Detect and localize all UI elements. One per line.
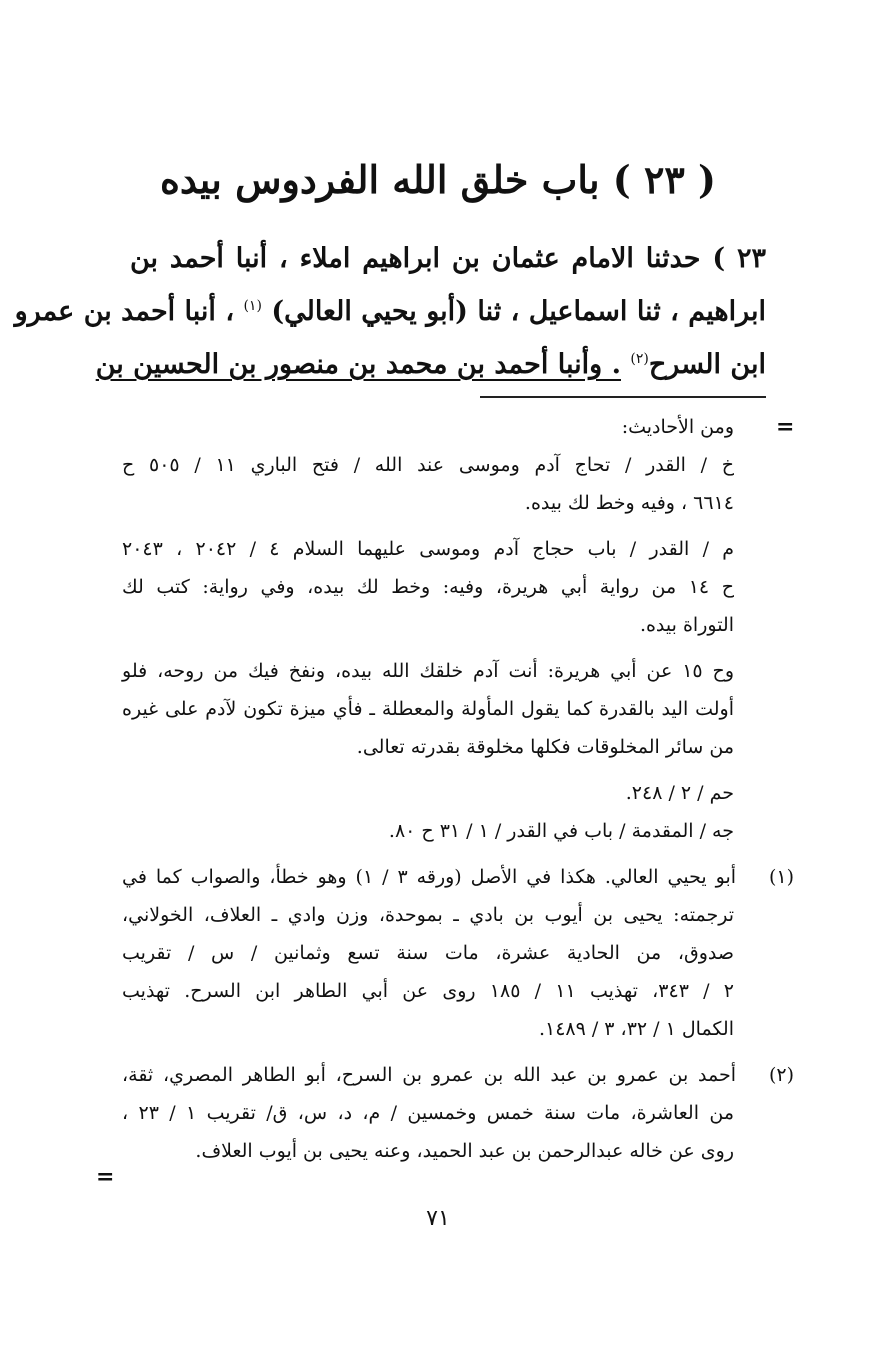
footnote-intro: ومن الأحاديث: — [621, 416, 734, 438]
footnote-w-block — [122, 652, 794, 766]
main-line-3-text-b: . وأنبا أحمد بن محمد بن منصور بن الحسين بن — [95, 349, 621, 380]
footnote-ref-2: (٢) — [630, 351, 649, 367]
footnote-m-line-1: م / القدر / باب حجاج آدم وموسى عليهما السلام ٤ / ٢٠٤٢ ، ٢٠٤٣ — [122, 538, 734, 560]
footnote-w-line-1: وح ١٥ عن أبي هريرة: أنت آدم خلقك الله بيده، ونفخ فيك من روحه، فلو — [122, 660, 734, 682]
footnote-m-block — [122, 530, 794, 644]
footnote-kh-line-2: ٦٦١٤ ، وفيه وخط لك بيده. — [524, 492, 734, 514]
footnote-1-label: (١) — [768, 866, 795, 888]
footnote-hadith-list — [122, 408, 794, 522]
footnote-2-line-3: روى عن خاله عبدالرحمن بن عبد الحميد، وعنه يحيى بن أيوب العلاف. — [195, 1140, 734, 1162]
footnote-1-line-4: ٢ / ٣٤٣، تهذيب ١١ / ١٨٥ روى عن أبي الطاهر ابن السرح. تهذيب — [122, 980, 734, 1002]
footnote-1-line-2: ترجمته: يحيى بن أيوب بن بادي ـ بموحدة، وزن وادي ـ العلاف، الخولاني، — [122, 904, 734, 926]
main-line-3 — [95, 338, 766, 391]
footnote-1 — [122, 858, 794, 1048]
page-number: ٧١ — [426, 1206, 450, 1231]
footnote-2-label: (٢) — [768, 1064, 794, 1086]
footnote-1-line-3: صدوق، من الحادية عشرة، مات سنة تسع وثمانين / س / تقريب — [122, 942, 734, 964]
footnotes — [122, 408, 794, 1178]
main-line-2-text-b: ، أنبا أحمد بن عمرو — [14, 296, 235, 327]
footnote-m-line-3: التوراة بيده. — [639, 614, 734, 636]
footnote-w-line-2: أولت اليد بالقدرة كما يقول المأولة والمعطلة ـ فأي ميزة تكون لآدم على غيره — [122, 698, 734, 720]
footnote-1-line-1 — [122, 858, 794, 896]
main-line-2-text-a: ابراهيم ، ثنا اسماعيل ، ثنا (أبو يحيي العالي) — [271, 296, 766, 327]
main-line-1: ٢٣ ) حدثنا الامام عثمان بن ابراهيم املاء ، أنبا أحمد بن — [130, 243, 766, 274]
continuation-mark: = — [776, 414, 795, 440]
footnote-2-line-2: من العاشرة، مات سنة خمس وخمسين / م، د، س، ق/ تقريب ١ / ٢٣ ، — [122, 1102, 734, 1124]
footnote-1-line-5: الكمال ١ / ٣٢، ٣ / ١٤٨٩. — [538, 1018, 734, 1040]
main-line-3-text-a: ابن السرح — [648, 349, 766, 380]
footnote-2-line-1 — [122, 1056, 794, 1094]
footnote-separator — [480, 396, 766, 398]
footnote-1-text-1: أبو يحيي العالي. هكذا في الأصل (ورقه ٣ / ١) وهو خطأ، والصواب كما في — [122, 866, 737, 888]
continuation-mark-end: = — [96, 1164, 115, 1190]
footnote-2-text-1: أحمد بن عمرو بن عبد الله بن عمرو بن السرح، أبو الطاهر المصري، ثقة، — [122, 1064, 736, 1086]
footnote-hm-block — [122, 774, 794, 850]
footnote-ref-1: (١) — [243, 298, 262, 314]
footnote-j-line: جه / المقدمة / باب في القدر / ١ / ٣١ ح ٨٠. — [388, 820, 734, 842]
footnote-2 — [122, 1056, 794, 1170]
footnote-w-line-3: من سائر المخلوقات فكلها مخلوقة بقدرته تعالى. — [356, 736, 734, 758]
footnote-kh-line-1: خ / القدر / تحاج آدم وموسى عند الله / فتح الباري ١١ / ٥٠٥ ح — [122, 454, 734, 476]
main-line-2 — [14, 285, 766, 338]
main-text — [14, 232, 766, 391]
footnote-hm-line: حم / ٢ / ٢٤٨. — [625, 782, 734, 804]
chapter-title: ( ٢٣ ) باب خلق الله الفردوس بيده — [159, 157, 717, 202]
footnote-m-line-2: ح ١٤ من رواية أبي هريرة، وفيه: وخط لك بيده، وفي رواية: كتب لك — [122, 576, 734, 598]
